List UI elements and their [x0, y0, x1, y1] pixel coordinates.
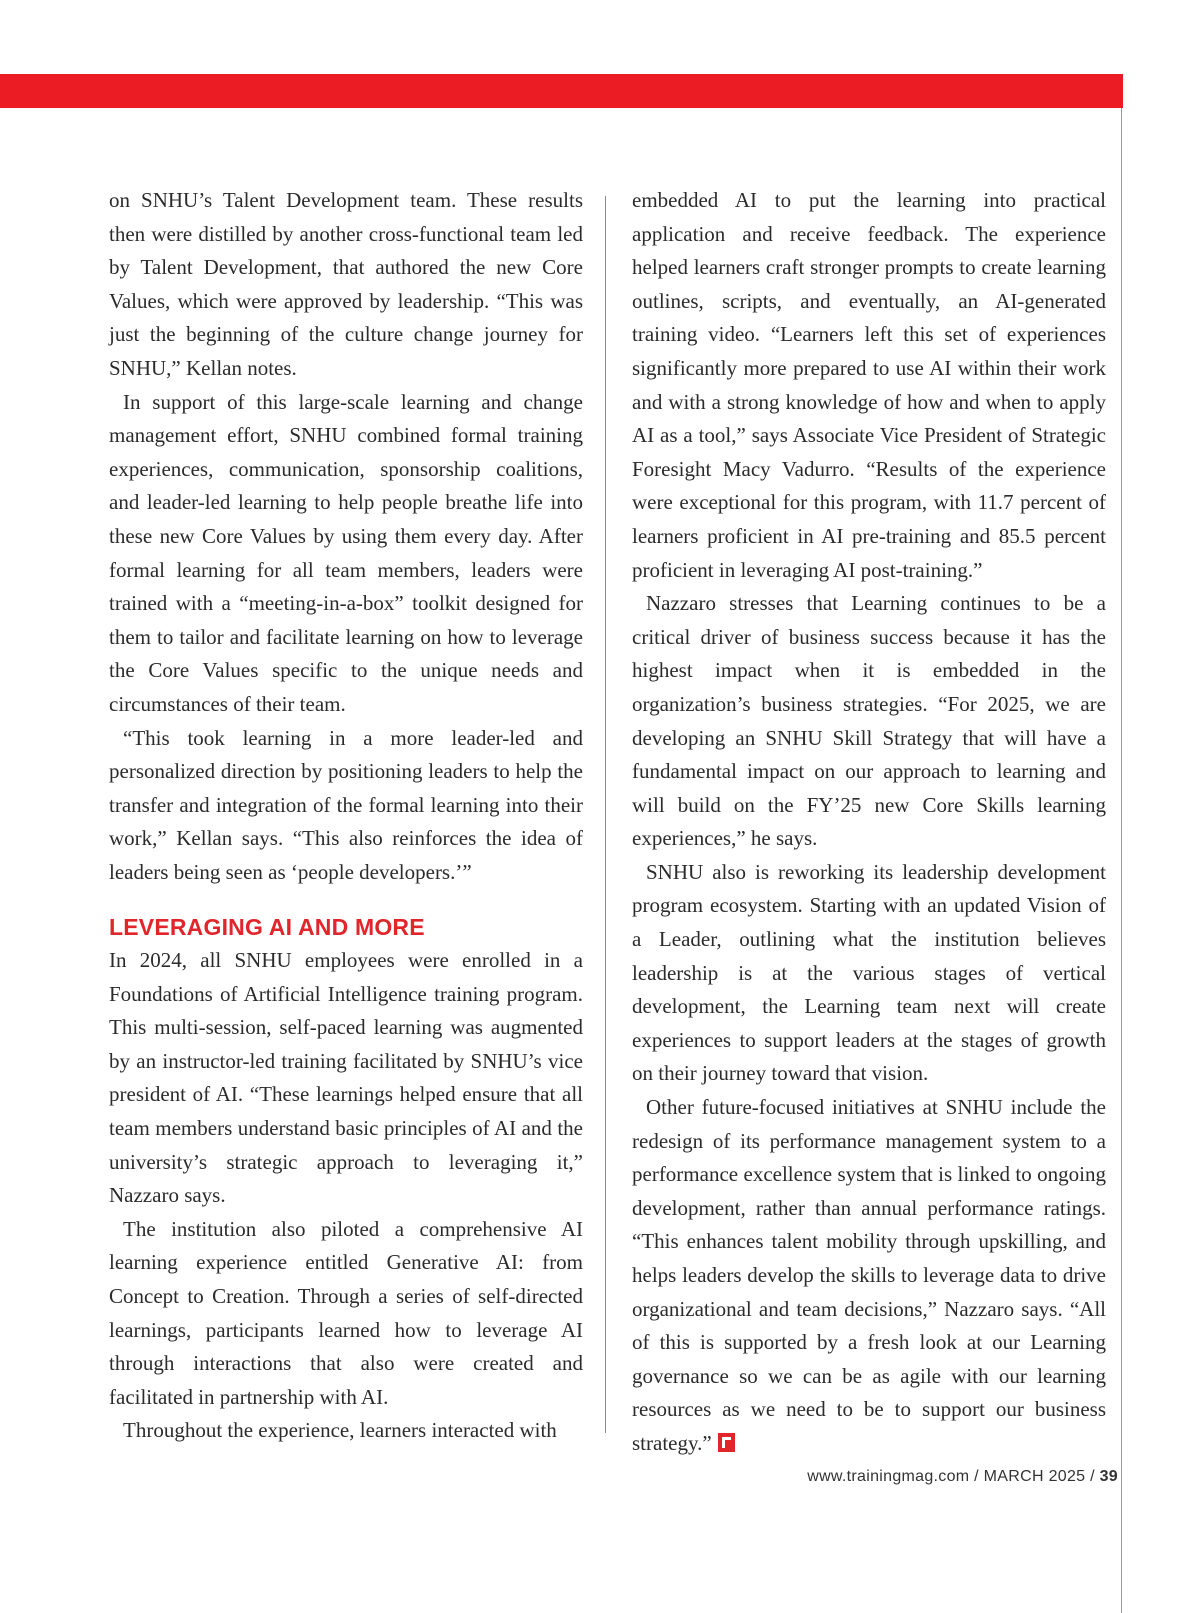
- body-paragraph: Throughout the experience, learners interacted with: [123, 1418, 557, 1443]
- left-column: [109, 184, 583, 1448]
- body-paragraph: on SNHU’s Talent Development team. These results then were distilled by another cross-functional team led by Talent Development, that authored the new Core Values, which were approved by leadership. “This was just the beginning of the culture change journey for SNHU,” Kellan notes.: [109, 188, 583, 380]
- body-paragraph: The institution also piloted a comprehensive AI learning experience entitled Generative AI: from Concept to Creation. Through a series of self-directed learnings, participants learned how to leverage AI through interactions that also were created and facilitated in partnership with AI.: [109, 1216, 583, 1409]
- section-heading: LEVERAGING AI AND MORE: [109, 914, 425, 941]
- body-paragraph: SNHU also is reworking its leadership development program ecosystem. Starting with an updated Vision of a Leader, outlining what the institution believes leadership is at the various stages of vertical development, the Learning team next will create experiences to support leaders at the stages of growth on their journey toward that vision.: [632, 859, 1106, 1086]
- column-divider: [605, 196, 606, 1433]
- footer-site-issue: www.trainingmag.com / MARCH 2025 /: [807, 1468, 1100, 1485]
- top-red-banner: [0, 74, 1123, 108]
- body-paragraph: “This took learning in a more leader-led and personalized direction by positioning leaders to help the transfer and integration of the formal learning into their work,” Kellan says. “This also reinforces the idea of leaders being seen as ‘people developers.’”: [109, 725, 583, 884]
- body-paragraph-last: [632, 1091, 1106, 1461]
- page-footer: [807, 1468, 1118, 1486]
- training-logo-icon: [718, 1433, 735, 1452]
- body-paragraph: Nazzaro stresses that Learning continues to be a critical driver of business success because it has the highest impact when it is embedded in the organization’s business strategies. “For 2025, we are developing an SNHU Skill Strategy that will have a fundamental impact on our approach to learning and will build on the FY’25 new Core Skills learning experiences,” he says.: [632, 591, 1106, 851]
- body-paragraph: embedded AI to put the learning into practical application and receive feedback. The experience helped learners craft stronger prompts to create learning outlines, scripts, and eventually, an AI-generated training video. “Learners left this set of experiences significantly more prepared to use AI within their work and with a strong knowledge of how and when to apply AI as a tool,” says Associate Vice President of Strategic Foresight Macy Vadurro. “Results of the experience were exceptional for this program, with 11.7 percent of learners proficient in AI pre-training and 85.5 percent proficient in leveraging AI post-training.”: [632, 188, 1106, 582]
- right-column: [632, 184, 1106, 1461]
- page-edge-rule: [1121, 108, 1122, 1613]
- body-paragraph-text: Other future-focused initiatives at SNHU include the redesign of its performance management system to a performance excellence system that is linked to ongoing development, rather than annual performance ratings. “This enhances talent mobility through upskilling, and helps leaders develop the skills to leverage data to drive organizational and team decisions,” Nazzaro says. “All of this is supported by a fresh look at our Learning governance so we can be as agile with our learning resources as we need to be to support our business strategy.”: [632, 1095, 1106, 1455]
- body-paragraph: In 2024, all SNHU employees were enrolled in a Foundations of Artificial Intelligence training program. This multi-session, self-paced learning was augmented by an instructor-led training facilitated by SNHU’s vice president of AI. “These learnings helped ensure that all team members understand basic principles of AI and the university’s strategic approach to leveraging it,” Nazzaro says.: [109, 948, 583, 1208]
- body-paragraph: In support of this large-scale learning and change management effort, SNHU combined formal training experiences, communication, sponsorship coalitions, and leader-led learning to help people breathe life into these new Core Values by using them every day. After formal learning for all team members, leaders were trained with a “meeting-in-a-box” toolkit designed for them to tailor and facilitate learning on how to leverage the Core Values specific to the unique needs and circumstances of their team.: [109, 389, 583, 716]
- page-number: 39: [1099, 1468, 1118, 1485]
